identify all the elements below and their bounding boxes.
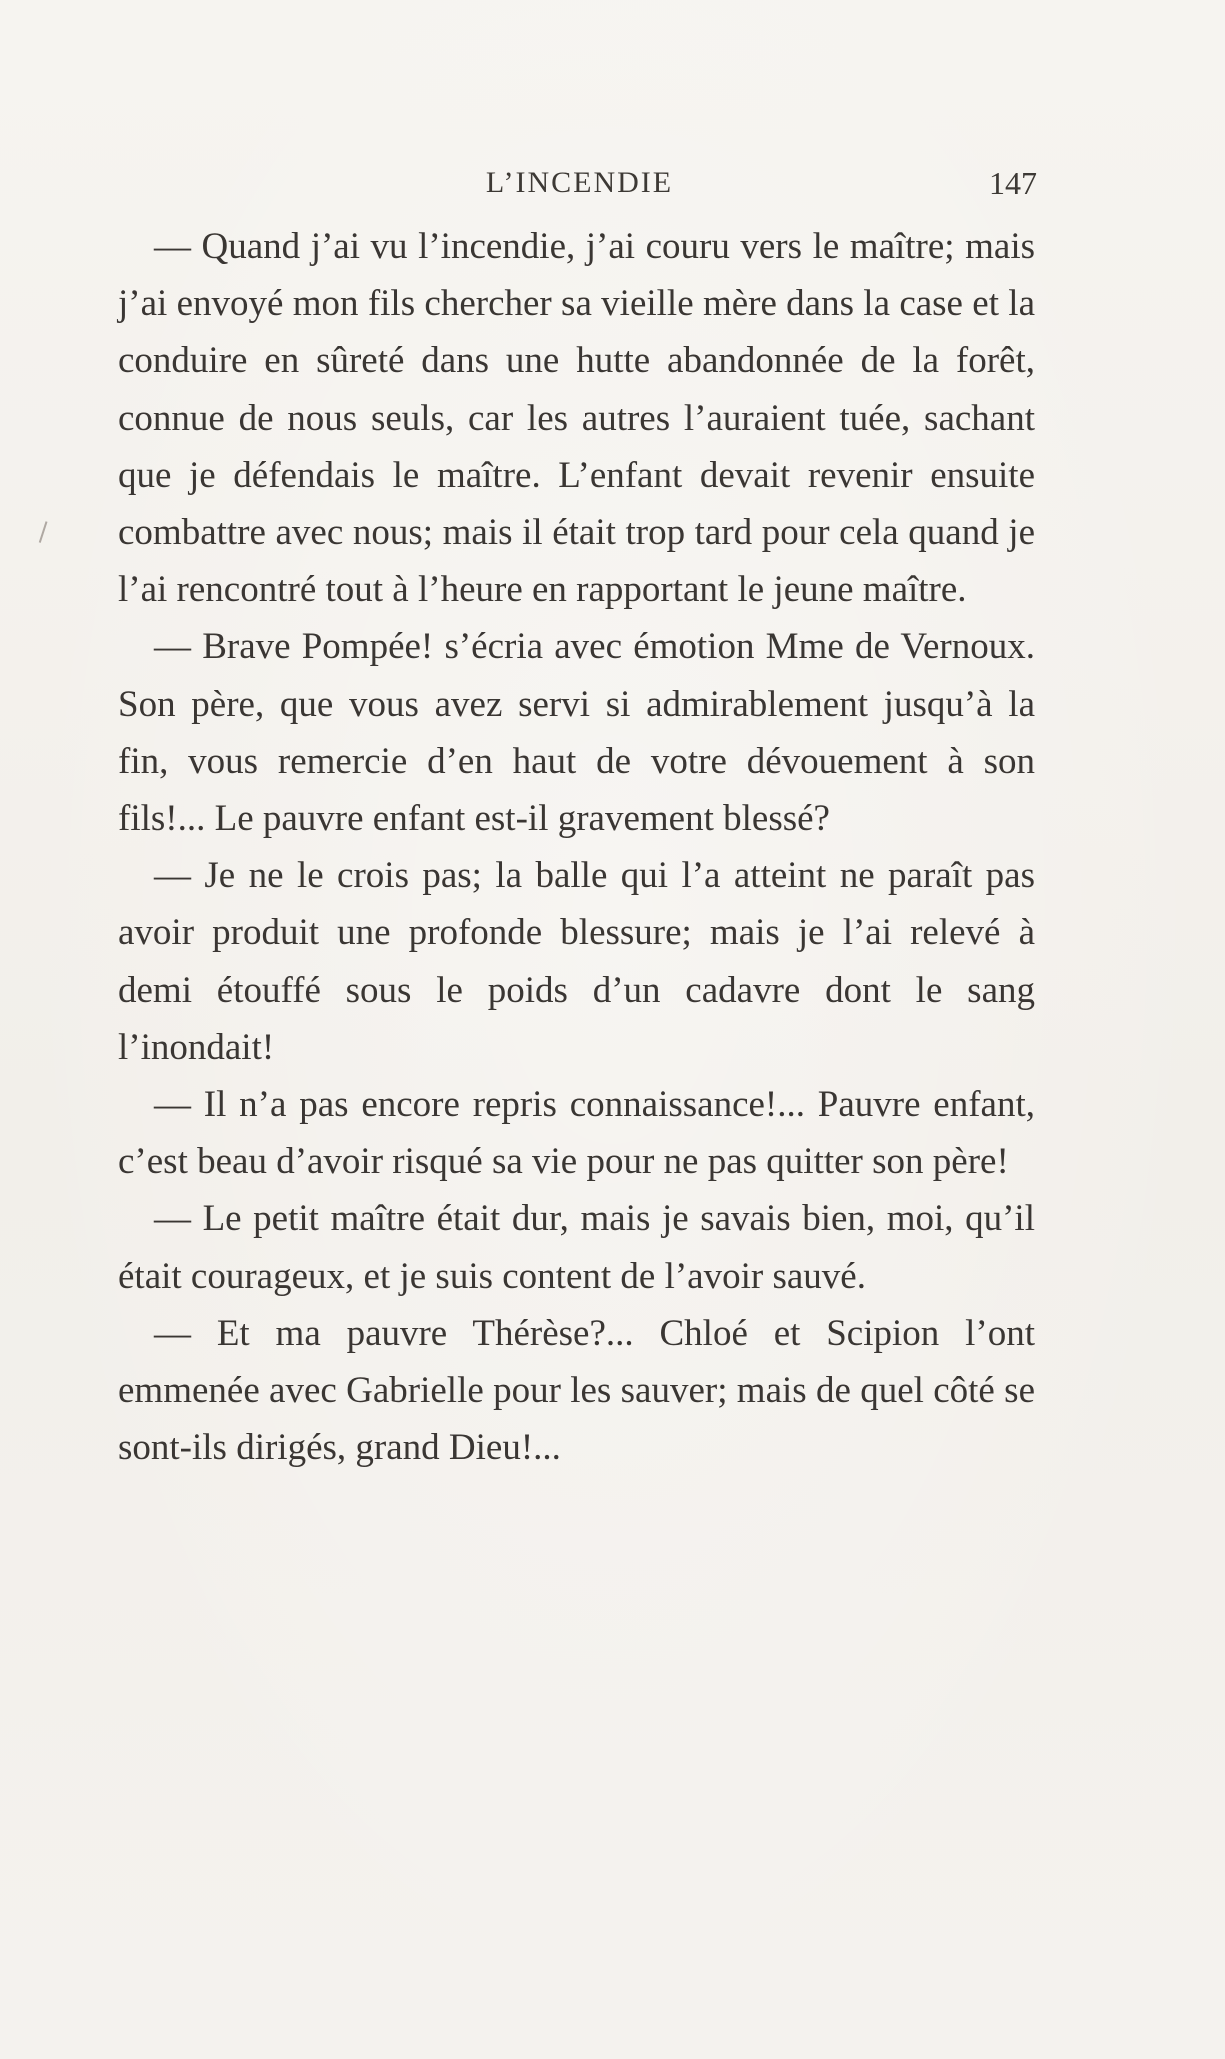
paragraph: — Brave Pompée! s’écria avec émotion Mme de Vernoux. Son père, que vous avez servi si admirablement jusqu’à la fin, vous remercie d’en haut de votre dévouement à son fils!... Le pauvre enfant est-il gravement blessé?	[118, 626, 1035, 840]
page-number: 147	[989, 165, 1037, 201]
paragraph: — Il n’a pas encore repris connaissance!... Pauvre enfant, c’est beau d’avoir risqué sa vie pour ne pas quitter son père!	[118, 1084, 1035, 1183]
running-title: L’INCENDIE	[485, 166, 674, 199]
body-text	[118, 218, 1035, 1476]
page-header	[122, 158, 1037, 208]
paragraph: — Et ma pauvre Thérèse?... Chloé et Scipion l’ont emmenée avec Gabrielle pour les sauver; mais de quel côté se sont-ils dirigés, grand Dieu!...	[118, 1312, 1035, 1469]
paragraph: — Je ne le crois pas; la balle qui l’a atteint ne paraît pas avoir produit une profonde blessure; mais je l’ai relevé à demi étouffé sous le poids d’un cadavre dont le sang l’inondait!	[118, 855, 1035, 1068]
paragraph: — Le petit maître était dur, mais je savais bien, moi, qu’il était courageux, et je suis content de l’avoir sauvé.	[118, 1198, 1035, 1297]
margin-pencil-mark	[39, 521, 53, 544]
paragraph: — Quand j’ai vu l’incendie, j’ai couru vers le maître; mais j’ai envoyé mon fils chercher sa vieille mère dans la case et la conduire en sûreté dans une hutte abandonnée de la forêt, connue de nous seuls, car les autres l’auraient tuée, sachant que je défendais le maître. L’enfant devait revenir ensuite combattre avec nous; mais il était trop tard pour cela quand je l’ai rencontré tout à l’heure en rapportant le jeune maître.	[118, 226, 1035, 611]
